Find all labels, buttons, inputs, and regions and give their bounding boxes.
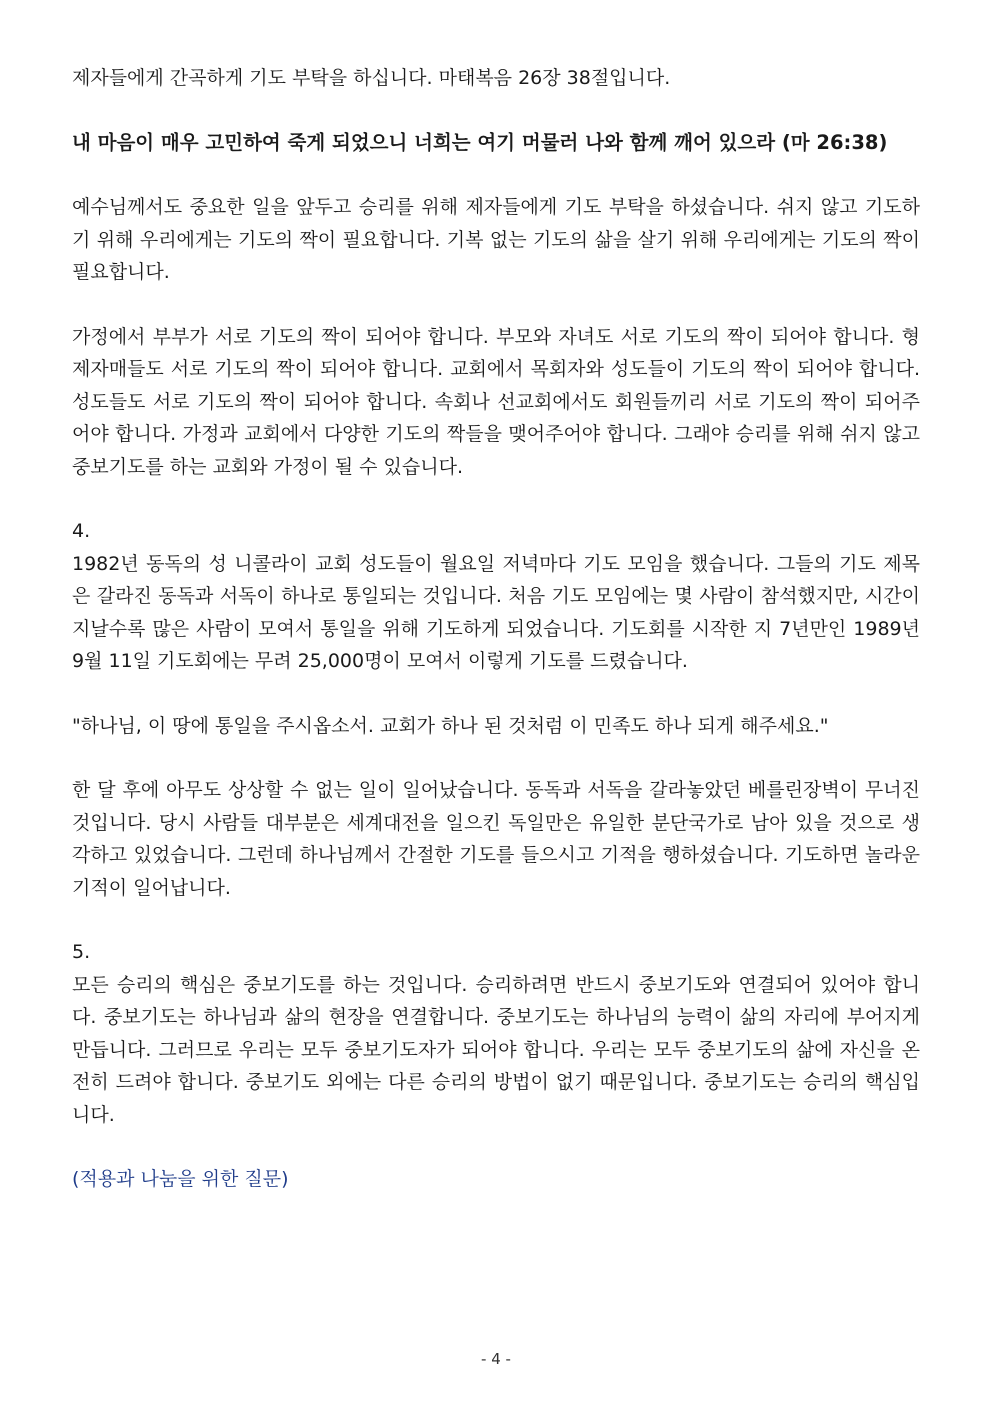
section-number-4: 4. — [72, 520, 91, 542]
scripture-quote: 내 마음이 매우 고민하여 죽게 되었으니 너희는 여기 머물러 나와 함께 깨어 있으라 (마 26:38) — [72, 130, 888, 154]
section-number-5: 5. — [72, 941, 91, 963]
paragraph-nikolai-church: 1982년 동독의 성 니콜라이 교회 성도들이 월요일 저녁마다 기도 모임을 했습니다. 그들의 기도 제목은 갈라진 동독과 서독이 하나로 통일되는 것입니다. 처음 기도 모임에는 몇 사람이 참석했지만, 시간이 지날수록 많은 사람이 모여서 통일을 위해 기도하게 되었습니다. 기도회를 시작한 지 7년만인 1989년 9월 11일 기도회에는 무려 25,000명이 모여서 이렇게 기도를 드렸습니다. — [72, 552, 920, 672]
prayer-quote: "하나님, 이 땅에 통일을 주시옵소서. 교회가 하나 된 것처럼 이 민족도 하나 되게 해주세요." — [72, 714, 829, 737]
paragraph-intro: 제자들에게 간곡하게 기도 부탁을 하십니다. 마태복음 26장 38절입니다. — [72, 67, 671, 89]
paragraph-berlin-wall: 한 달 후에 아무도 상상할 수 없는 일이 일어났습니다. 동독과 서독을 갈라놓았던 베를린장벽이 무너진 것입니다. 당시 사람들 대부분은 세계대전을 일으킨 독일만은 유일한 분단국가로 남아 있을 것으로 생각하고 있었습니다. 그런데 하나님께서 간절한 기도를 들으시고 기적을 행하셨습니다. 기도하면 놀라운 기적이 일어납니다. — [72, 779, 920, 899]
document-body — [72, 62, 920, 1228]
page-number: - 4 - — [481, 1350, 511, 1368]
paragraph-intercession: 모든 승리의 핵심은 중보기도를 하는 것입니다. 승리하려면 반드시 중보기도와 연결되어 있어야 합니다. 중보기도는 하나님과 삶의 현장을 연결합니다. 중보기도는 하나님의 능력이 삶의 자리에 부어지게 만듭니다. 그러므로 우리는 모두 중보기도자가 되어야 합니다. 우리는 모두 중보기도의 삶에 자신을 온전히 드려야 합니다. 중보기도 외에는 다른 승리의 방법이 없기 때문입니다. 중보기도는 승리의 핵심입니다. — [72, 973, 920, 1126]
questions-heading: (적용과 나눔을 위한 질문) — [72, 1168, 289, 1190]
paragraph-prayer-partner: 예수님께서도 중요한 일을 앞두고 승리를 위해 제자들에게 기도 부탁을 하셨습니다. 쉬지 않고 기도하기 위해 우리에게는 기도의 짝이 필요합니다. 기복 없는 기도의 삶을 살기 위해 우리에게는 기도의 짝이 필요합니다. — [72, 196, 920, 283]
paragraph-family-church: 가정에서 부부가 서로 기도의 짝이 되어야 합니다. 부모와 자녀도 서로 기도의 짝이 되어야 합니다. 형제자매들도 서로 기도의 짝이 되어야 합니다. 교회에서 목회자와 성도들이 기도의 짝이 되어야 합니다. 성도들도 서로 기도의 짝이 되어야 합니다. 속회나 선교회에서도 회원들끼리 서로 기도의 짝이 되어주어야 합니다. 가정과 교회에서 다양한 기도의 짝들을 맺어주어야 합니다. 그래야 승리를 위해 쉬지 않고 중보기도를 하는 교회와 가정이 될 수 있습니다. — [72, 325, 921, 478]
